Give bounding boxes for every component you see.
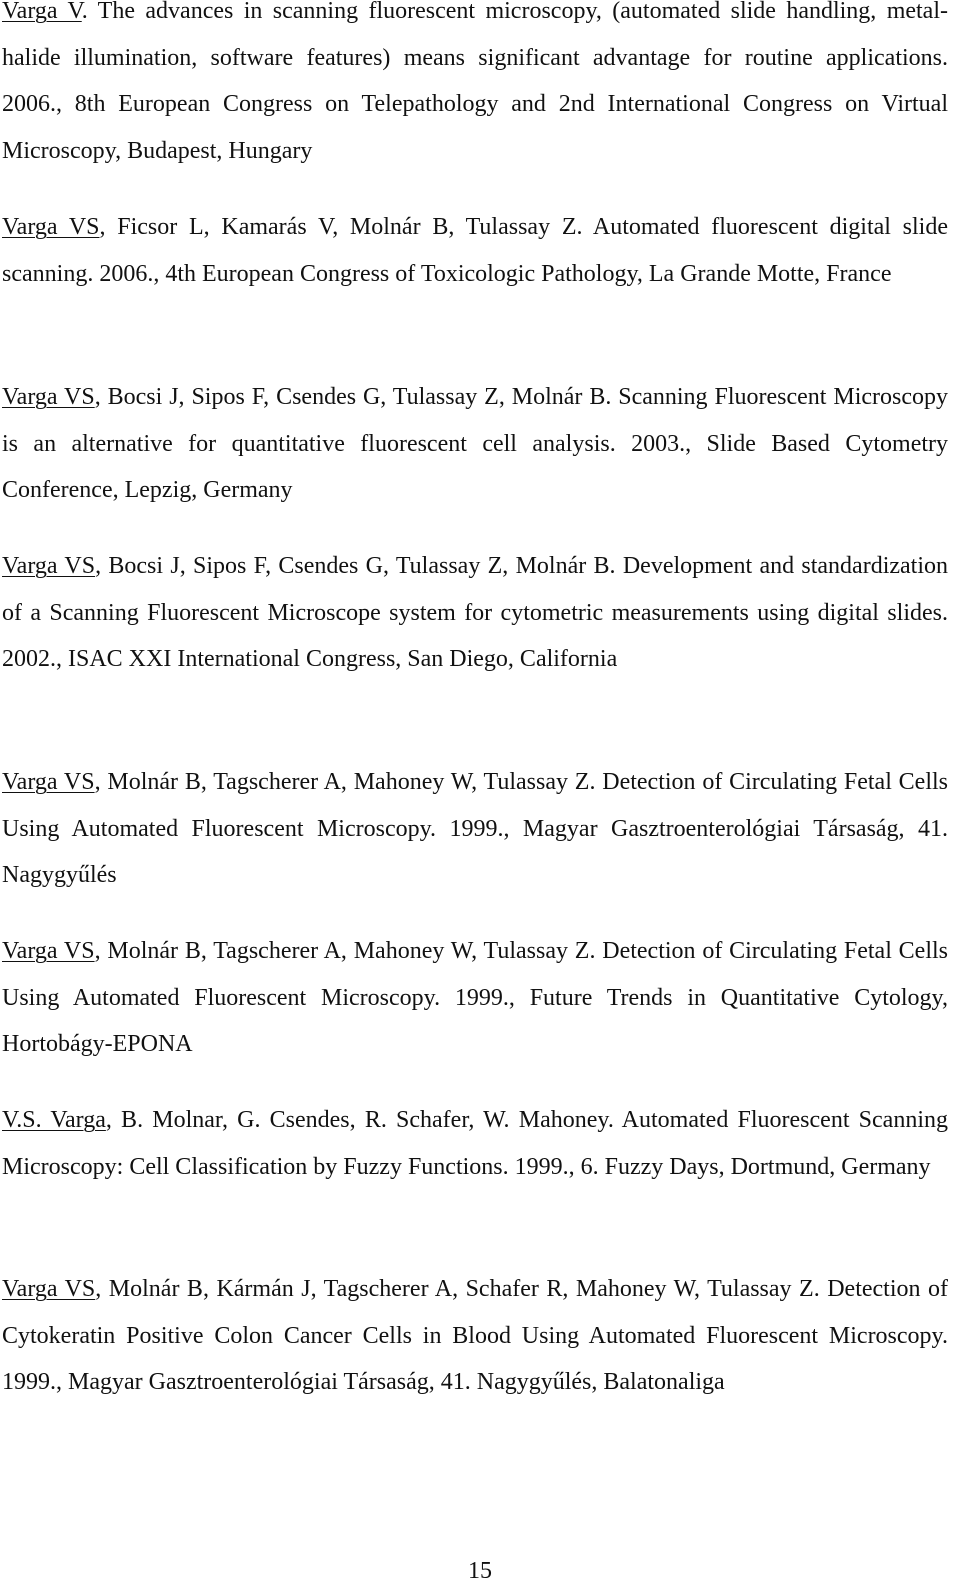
reference-author: Varga VS xyxy=(2,938,95,964)
reference-entry xyxy=(2,543,948,683)
reference-author: Varga VS xyxy=(2,769,95,795)
reference-author: Varga VS xyxy=(2,384,95,410)
reference-text: , Ficsor L, Kamarás V, Molnár B, Tulassay Z. Automated fluorescent digital slide scanning. 2006., 4th European Congress of Toxicologic Pathology, La Grande Motte, France xyxy=(2,214,948,287)
page-number: 15 xyxy=(468,1558,492,1584)
reference-entry xyxy=(2,374,948,514)
reference-entry xyxy=(2,1097,948,1190)
reference-author: Varga VS xyxy=(2,1276,96,1302)
reference-text: , B. Molnar, G. Csendes, R. Schafer, W. Mahoney. Automated Fluorescent Scanning Microscopy: Cell Classification by Fuzzy Functions. 1999., 6. Fuzzy Days, Dortmund, Germany xyxy=(2,1107,948,1180)
reference-text: , Molnár B, Tagscherer A, Mahoney W, Tulassay Z. Detection of Circulating Fetal Cells Using Automated Fluorescent Microscopy. 1999., Future Trends in Quantitative Cytology, Hortobágy-EPONA xyxy=(2,938,949,1057)
reference-author: V.S. Varga xyxy=(2,1107,106,1133)
reference-author: Varga V xyxy=(2,0,82,24)
reference-entry xyxy=(2,1266,948,1406)
reference-author: Varga VS xyxy=(2,214,100,240)
reference-text: , Bocsi J, Sipos F, Csendes G, Tulassay Z, Molnár B. Development and standardization of a Scanning Fluorescent Microscope system for cytometric measurements using digital slides. 2002., ISAC XXI International Congress, San Diego, California xyxy=(2,553,949,672)
reference-text: , Bocsi J, Sipos F, Csendes G, Tulassay Z, Molnár B. Scanning Fluorescent Microscopy is an alternative for quantitative fluorescent cell analysis. 2003., Slide Based Cytometry Conference, Lepzig, Germany xyxy=(2,384,949,503)
reference-author: Varga VS xyxy=(2,553,96,579)
reference-entry xyxy=(2,0,948,174)
reference-text: , Molnár B, Tagscherer A, Mahoney W, Tulassay Z. Detection of Circulating Fetal Cells Using Automated Fluorescent Microscopy. 1999., Magyar Gasztroenterológiai Társaság, 41. Nagygyűlés xyxy=(2,769,949,888)
reference-text: . The advances in scanning fluorescent microscopy, (automated slide handling, metal-halide illumination, software features) means significant advantage for routine applications. 2006., 8th European Congress on Telepathology and 2nd International Congress on Virtual Microscopy, Budapest, Hungary xyxy=(2,0,948,164)
reference-entry xyxy=(2,928,948,1068)
reference-entry xyxy=(2,204,948,297)
reference-entry xyxy=(2,759,948,899)
reference-text: , Molnár B, Kármán J, Tagscherer A, Schafer R, Mahoney W, Tulassay Z. Detection of Cytokeratin Positive Colon Cancer Cells in Blood Using Automated Fluorescent Microscopy. 1999., Magyar Gasztroenterológiai Társaság, 41. Nagygyűlés, Balatonaliga xyxy=(2,1276,948,1395)
